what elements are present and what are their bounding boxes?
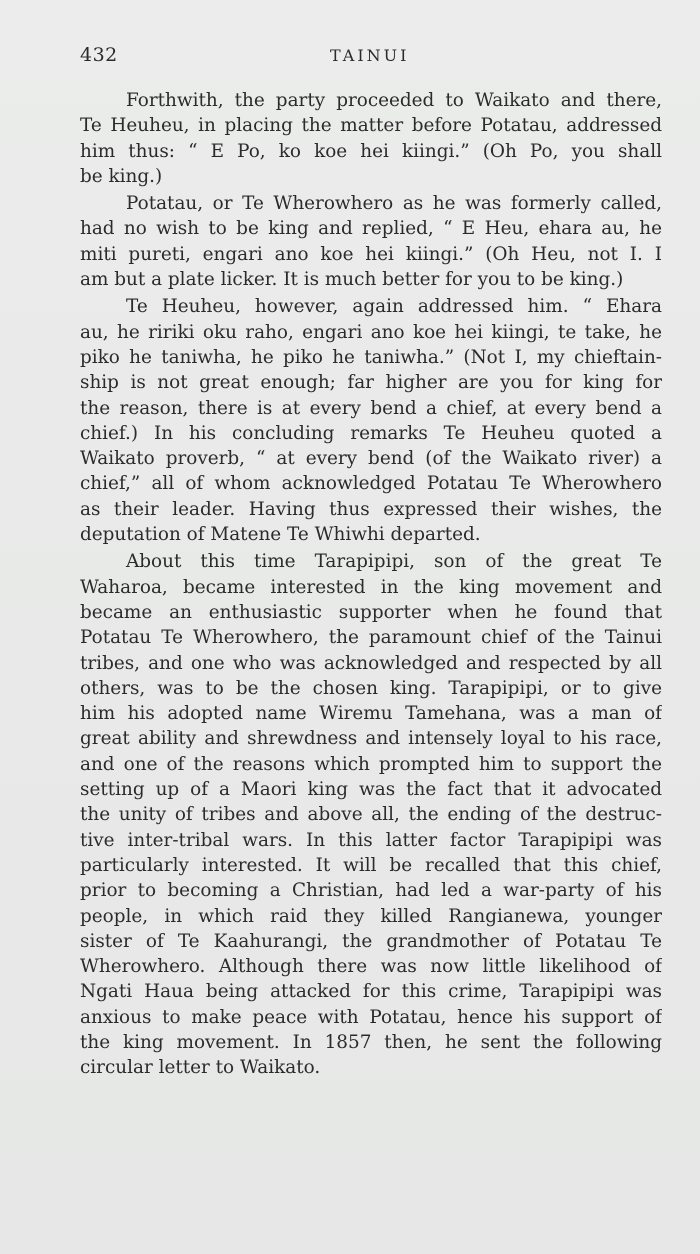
text-line: Waikato proverb, “ at every bend (of the Waikato river) a [80, 448, 662, 470]
text-line: be king.) [80, 165, 163, 187]
text-line: Forthwith, the party proceeded to Waikato and there, [126, 90, 662, 111]
text-line: had no wish to be king and replied, “ E Heu, ehara au, he [80, 218, 662, 240]
text-line: as their leader. Having thus expressed their wishes, the [80, 498, 662, 520]
text-line: chief.) In his concluding remarks Te Heuheu quoted a [80, 422, 662, 444]
text-line: him thus: “ E Po, ko koe hei kiingi.” (Oh Po, you shall [80, 140, 662, 162]
text-line: became an enthusiastic supporter when he found that [80, 601, 662, 623]
text-line: the reason, there is at every bend a chief, at every bend a [80, 397, 662, 419]
text-line: miti pureti, engari ano koe hei kiingi.” (Oh Heu, not I. I [80, 243, 662, 265]
text-line: particularly interested. It will be recalled that this chief, [80, 854, 662, 876]
body-text [80, 88, 662, 1083]
text-line: setting up of a Maori king was the fact that it advocated [80, 779, 662, 801]
text-line: the unity of tribes and above all, the ending of the destruc- [80, 804, 662, 826]
text-line: Ngati Haua being attacked for this crime, Tarapipipi was [80, 981, 662, 1003]
text-line: Waharoa, became interested in the king movement and [80, 576, 662, 598]
text-line: anxious to make peace with Potatau, hence his support of [80, 1006, 662, 1028]
text-line: Te Heuheu, however, again addressed him. “ Ehara [126, 296, 662, 318]
paragraph [80, 88, 662, 189]
text-line: About this time Tarapipipi, son of the great Te [126, 551, 662, 573]
paragraph [80, 549, 662, 1080]
text-line: am but a plate licker. It is much better for you to be king.) [80, 269, 624, 291]
text-line: deputation of Matene Te Whiwhi departed. [80, 524, 481, 546]
text-line: Potatau Te Wherowhero, the paramount chief of the Tainui [80, 627, 662, 649]
text-line: prior to becoming a Christian, had led a war-party of his [80, 880, 662, 902]
text-line: Wherowhero. Although there was now little likelihood of [80, 956, 662, 978]
text-line: the king movement. In 1857 then, he sent the following [80, 1031, 662, 1053]
text-line: chief,” all of whom acknowledged Potatau Te Wherowhero [80, 473, 662, 495]
text-line: people, in which raid they killed Rangianewa, younger [80, 905, 662, 927]
text-line: great ability and shrewdness and intensely loyal to his race, [80, 728, 662, 750]
text-line: circular letter to Waikato. [80, 1057, 321, 1079]
text-line: sister of Te Kaahurangi, the grandmother of Potatau Te [80, 930, 662, 952]
text-line: him his adopted name Wiremu Tamehana, was a man of [80, 703, 662, 725]
text-line: Potatau, or Te Wherowhero as he was formerly called, [126, 193, 662, 215]
text-line: tribes, and one who was acknowledged and respected by all [80, 652, 662, 674]
paragraph [80, 191, 662, 292]
running-head: TAINUI [330, 46, 410, 65]
paragraph [80, 294, 662, 547]
page-header [80, 44, 662, 70]
text-line: tive inter-tribal wars. In this latter factor Tarapipipi was [80, 829, 662, 851]
text-line: au, he ririki oku raho, engari ano koe hei kiingi, te take, he [80, 321, 662, 343]
text-line: and one of the reasons which prompted him to support the [80, 753, 662, 775]
text-line: others, was to be the chosen king. Tarapipipi, or to give [80, 677, 662, 699]
text-line: Te Heuheu, in placing the matter before Potatau, addressed [80, 115, 662, 137]
page-number: 432 [80, 44, 118, 66]
text-line: ship is not great enough; far higher are you for king for [80, 372, 662, 394]
text-line: piko he taniwha, he piko he taniwha.” (Not I, my chieftain- [80, 346, 662, 368]
